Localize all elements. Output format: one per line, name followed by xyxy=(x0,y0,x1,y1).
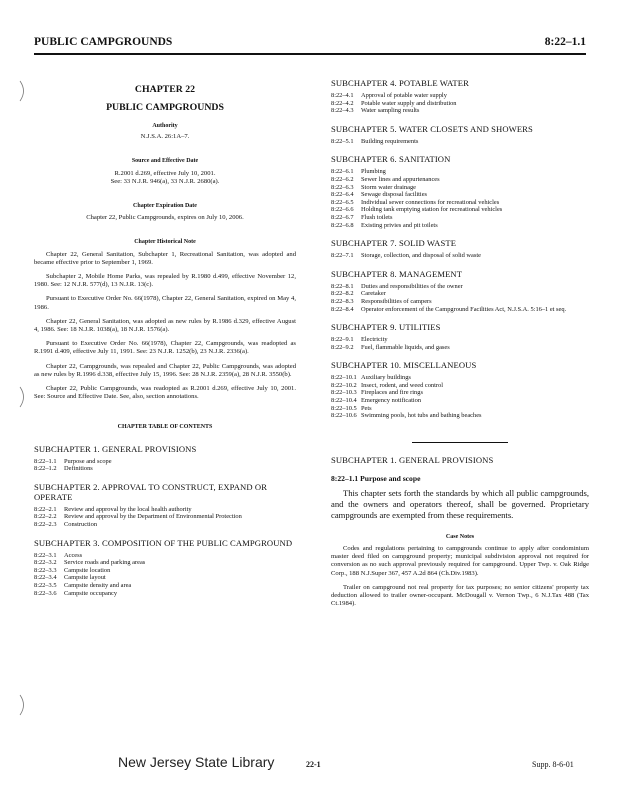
toc-entry[interactable] xyxy=(331,290,589,298)
toc-entry[interactable] xyxy=(331,382,589,390)
toc-section-number: 8:22–2.2 xyxy=(34,513,57,521)
toc-section-title: Review and approval by the local health authority xyxy=(64,505,192,513)
case-note-2: Trailer on campground not real property for tax purposes; no senior citizens' property tax deduction allowed to trailer owner-occupant. McDougall v. Vernon Twp., 6 N.J.Tax 488 (Tax Ct.1984). xyxy=(331,583,589,608)
toc-entry[interactable] xyxy=(34,574,296,582)
toc-subchapter xyxy=(34,444,296,473)
toc-section-title: Responsibilities of campers xyxy=(361,297,432,305)
toc-entry[interactable] xyxy=(331,222,589,230)
toc-section-title: Building requirements xyxy=(361,137,419,145)
toc-section-title: Electricity xyxy=(361,336,388,344)
toc-section-number: 8:22–9.2 xyxy=(331,343,354,351)
toc-subchapter xyxy=(331,269,589,313)
margin-punch-mark xyxy=(18,80,28,102)
toc-entry[interactable] xyxy=(34,458,296,466)
header-section: 8:22–1.1 xyxy=(544,36,586,48)
history-notes xyxy=(34,251,296,402)
expiration-text: Chapter 22, Public Campgrounds, expires on July 10, 2006. xyxy=(86,214,244,222)
toc-subchapter xyxy=(331,238,589,260)
toc-section-title: Plumbing xyxy=(361,168,386,176)
toc-entry[interactable] xyxy=(34,567,296,575)
toc-entry[interactable] xyxy=(331,283,589,291)
toc-section-title: Potable water supply and distribution xyxy=(361,99,457,107)
right-column xyxy=(331,78,589,608)
toc-entry[interactable] xyxy=(331,100,589,108)
toc-section-number: 8:22–4.1 xyxy=(331,92,354,99)
toc-entry[interactable] xyxy=(331,184,589,192)
subchapter-1-heading: SUBCHAPTER 1. GENERAL PROVISIONS xyxy=(331,454,494,465)
toc-section-title: Existing privies and pit toilets xyxy=(361,221,438,229)
toc-section-title: Campsite density and area xyxy=(64,582,132,590)
history-paragraph: Chapter 22, General Sanitation, was adopted as new rules by R.1986 d.329, effective August 4, 1986. See: 18 N.J.R. 1038(a), 18 N.J.R. 1576(a). xyxy=(34,317,296,334)
toc-section-number: 8:22–6.2 xyxy=(331,175,354,183)
toc-section-number: 8:22–1.1 xyxy=(34,457,57,465)
toc-section-title: Review and approval by the Department of Environmental Protection xyxy=(64,513,242,521)
toc-section-number: 8:22–7.1 xyxy=(331,252,354,260)
subchapter-heading: SUBCHAPTER 8. MANAGEMENT xyxy=(331,268,463,279)
toc-section-number: 8:22–9.1 xyxy=(331,336,354,344)
toc-section-title: Service roads and parking areas xyxy=(64,559,146,567)
toc-entry[interactable] xyxy=(34,513,296,521)
history-paragraph: Chapter 22, Public Campgrounds, was readopted as R.2001 d.269, effective July 10, 2001. See: Source and Effective Date. See, also, section annotations. xyxy=(34,385,296,401)
toc-section-number: 8:22–3.2 xyxy=(34,559,57,567)
toc-subchapter xyxy=(34,482,296,529)
toc-section-title: Emergency notification xyxy=(361,397,422,405)
toc-section-number: 8:22–3.1 xyxy=(34,551,57,559)
toc-section-title: Caretaker xyxy=(361,290,386,298)
history-heading: Chapter Historical Note xyxy=(134,239,196,246)
subchapter-heading: SUBCHAPTER 9. UTILITIES xyxy=(331,322,441,333)
toc-entry[interactable] xyxy=(331,168,589,176)
toc-entry[interactable] xyxy=(331,306,589,314)
toc-subchapter xyxy=(331,322,589,351)
toc-section-number: 8:22–3.4 xyxy=(34,574,57,582)
authority-heading: Authority xyxy=(152,123,178,129)
source-heading: Source and Effective Date xyxy=(131,158,199,165)
toc-entry[interactable] xyxy=(331,374,589,382)
toc-entry[interactable] xyxy=(331,92,589,100)
toc-entry[interactable] xyxy=(331,298,589,306)
toc-section-number: 8:22–5.1 xyxy=(331,137,354,145)
toc-section-number: 8:22–8.4 xyxy=(331,305,354,313)
section-text: This chapter sets forth the standards by which all public campgrounds, and the owners and operators thereof, shall be governed. Proprietary campgrounds are exempted from these requirements. xyxy=(331,487,589,520)
toc-entry[interactable] xyxy=(34,559,296,567)
subchapter-heading: SUBCHAPTER 5. WATER CLOSETS AND SHOWERS xyxy=(331,123,533,134)
toc-section-title: Pets xyxy=(361,404,372,412)
toc-section-title: Water sampling results xyxy=(361,107,420,115)
history-paragraph: Subchapter 2, Mobile Home Parks, was repealed by R.1980 d.499, effective November 12, 1980. See: 12 N.J.R. 577(d), 13 N.J.R. 13(c). xyxy=(34,273,296,289)
left-column xyxy=(34,78,296,597)
toc-entry[interactable] xyxy=(331,206,589,214)
subchapter-heading: SUBCHAPTER 4. POTABLE WATER xyxy=(331,78,469,88)
toc-entry[interactable] xyxy=(331,199,589,207)
toc-subchapter xyxy=(34,538,296,598)
toc-section-number: 8:22–6.1 xyxy=(331,168,354,176)
toc-section-title: Swimming pools, hot tubs and bathing beaches xyxy=(361,412,482,420)
subchapter-heading: SUBCHAPTER 10. MISCELLANEOUS xyxy=(331,360,477,371)
toc-section-title: Storm water drainage xyxy=(361,183,417,191)
toc-section-number: 8:22–8.1 xyxy=(331,282,354,290)
history-paragraph: Chapter 22, General Sanitation, Subchapter 1, Recreational Sanitation, was adopted and became effective prior to September 1, 1969. xyxy=(34,250,296,266)
chapter-number: CHAPTER 22 xyxy=(134,84,196,95)
toc-section-title: Definitions xyxy=(64,465,93,473)
supplement-date: Supp. 8-6-01 xyxy=(532,760,574,769)
toc-section-title: Holding tank emptying station for recreational vehicles xyxy=(361,206,503,214)
subchapter-heading: SUBCHAPTER 3. COMPOSITION OF THE PUBLIC CAMPGROUND xyxy=(34,537,293,548)
header-rule xyxy=(34,53,586,55)
toc-section-number: 8:22–10.5 xyxy=(331,404,357,412)
history-paragraph: Chapter 22, Campgrounds, was repealed and Chapter 22, Public Campgrounds, was adopted as new rules by R.1996 d.338, effective July 15, 1996. See: 28 N.J.R. 2359(a), 28 N.J.R. 3550(b). xyxy=(34,362,296,378)
chapter-title: PUBLIC CAMPGROUNDS xyxy=(106,102,224,113)
toc-entry[interactable] xyxy=(34,506,296,514)
history-paragraph: Pursuant to Executive Order No. 66(1978), Chapter 22, General Sanitation, expired on May 4, 1986. xyxy=(34,295,296,311)
toc-section-title: Construction xyxy=(64,521,98,529)
toc-heading: CHAPTER TABLE OF CONTENTS xyxy=(117,424,213,431)
toc-entry[interactable] xyxy=(34,582,296,590)
toc-section-number: 8:22–1.2 xyxy=(34,465,57,473)
toc-section-title: Operator enforcement of the Campground Facilities Act, N.J.S.A. 5:16–1 et seq. xyxy=(361,305,567,313)
running-header xyxy=(34,36,586,52)
toc-section-title: Approval of potable water supply xyxy=(361,92,447,99)
toc-section-title: Access xyxy=(64,551,83,559)
toc-section-number: 8:22–2.1 xyxy=(34,505,57,513)
toc-section-number: 8:22–4.3 xyxy=(331,107,354,115)
toc-section-title: Insect, rodent, and weed control xyxy=(361,381,443,389)
toc-section-number: 8:22–10.4 xyxy=(331,397,357,405)
toc-section-number: 8:22–8.3 xyxy=(331,297,354,305)
subchapter-heading: SUBCHAPTER 2. APPROVAL TO CONSTRUCT, EXPAND OR OPERATE xyxy=(34,481,268,502)
toc-subchapter xyxy=(331,78,589,115)
toc-entry[interactable] xyxy=(331,336,589,344)
toc-section-number: 8:22–6.8 xyxy=(331,221,354,229)
toc-entry[interactable] xyxy=(34,465,296,473)
source-line-2: See: 33 N.J.R. 946(a), 33 N.J.R. 2680(a). xyxy=(110,177,220,185)
margin-punch-mark xyxy=(18,694,28,716)
expiration-heading: Chapter Expiration Date xyxy=(133,203,197,210)
toc-section-title: Flush toilets xyxy=(361,213,393,221)
toc-section-title: Campsite location xyxy=(64,566,111,574)
toc-section-number: 8:22–10.3 xyxy=(331,389,357,397)
case-note-1: Codes and regulations pertaining to campgrounds continue to apply after condominium master deed filed on campground property; municipal subdivision approval not required for conversion as no such approval previously required for campground. Upper Twp. v. Oak Ridge Corp., 188 N.J.Super 367, 457 A.2d 864 (Ch.Div.1983). xyxy=(331,545,589,577)
toc-subchapter xyxy=(331,154,589,229)
authority-text: N.J.S.A. 26:1A–7. xyxy=(140,133,190,141)
toc-section-title: Individual sewer connections for recreational vehicles xyxy=(361,198,500,206)
page-number: 22-1 xyxy=(306,760,321,769)
toc-section-number: 8:22–3.3 xyxy=(34,566,57,574)
toc-entry[interactable] xyxy=(331,138,589,146)
toc-entry[interactable] xyxy=(331,214,589,222)
toc-section-number: 8:22–4.2 xyxy=(331,99,354,107)
toc-section-number: 8:22–10.6 xyxy=(331,412,357,420)
toc-section-number: 8:22–6.3 xyxy=(331,183,354,191)
case-notes-heading: Case Notes xyxy=(445,533,475,540)
toc-entry[interactable] xyxy=(331,176,589,184)
toc-entry[interactable] xyxy=(331,389,589,397)
toc-entry[interactable] xyxy=(331,191,589,199)
toc-entry[interactable] xyxy=(331,405,589,413)
toc-section-title: Campsite occupancy xyxy=(64,589,118,597)
toc-section-title: Campsite layout xyxy=(64,574,106,582)
toc-section-number: 8:22–10.1 xyxy=(331,374,357,382)
subchapter-heading: SUBCHAPTER 1. GENERAL PROVISIONS xyxy=(34,443,197,454)
source-line-1: R.2001 d.269, effective July 10, 2001. xyxy=(114,169,216,177)
toc-section-number: 8:22–6.7 xyxy=(331,213,354,221)
toc-entry[interactable] xyxy=(34,552,296,560)
toc-section-number: 8:22–6.6 xyxy=(331,206,354,214)
toc-section-number: 8:22–8.2 xyxy=(331,290,354,298)
toc-section-number: 8:22–6.5 xyxy=(331,198,354,206)
toc-entry[interactable] xyxy=(331,107,589,115)
toc-entry[interactable] xyxy=(331,412,589,420)
toc-subchapter xyxy=(331,124,589,146)
toc-section-title: Auxiliary buildings xyxy=(361,374,411,382)
right-toc xyxy=(331,78,589,420)
toc-section-title: Purpose and scope xyxy=(64,457,112,465)
toc-section-title: Sewer lines and appurtenances xyxy=(361,175,440,183)
toc-section-number: 8:22–3.5 xyxy=(34,582,57,590)
margin-punch-mark xyxy=(18,386,28,408)
toc-section-title: Storage, collection, and disposal of solid waste xyxy=(361,252,481,260)
toc-section-number: 8:22–3.6 xyxy=(34,589,57,597)
toc-subchapter xyxy=(331,360,589,420)
toc-section-title: Fireplaces and fire rings xyxy=(361,389,423,397)
toc-section-title: Sewage disposal facilities xyxy=(361,191,428,199)
header-title: PUBLIC CAMPGROUNDS xyxy=(34,36,173,48)
toc-section-number: 8:22–2.3 xyxy=(34,521,57,529)
toc-entry[interactable] xyxy=(331,252,589,260)
toc-entry[interactable] xyxy=(34,590,296,598)
toc-entry[interactable] xyxy=(331,397,589,405)
section-divider xyxy=(412,442,508,443)
section-heading: 8:22–1.1 Purpose and scope xyxy=(331,473,421,483)
left-toc xyxy=(34,444,296,598)
subchapter-heading: SUBCHAPTER 6. SANITATION xyxy=(331,154,451,165)
toc-section-number: 8:22–10.2 xyxy=(331,381,357,389)
subchapter-heading: SUBCHAPTER 7. SOLID WASTE xyxy=(331,238,457,249)
toc-section-title: Fuel, flammable liquids, and gases xyxy=(361,343,450,351)
toc-entry[interactable] xyxy=(34,521,296,529)
history-paragraph: Pursuant to Executive Order No. 66(1978), Chapter 22, Campgrounds, was readopted as R.1991 d.409, effective July 11, 1991. See: 23 N.J.R. 1252(b), 23 N.J.R. 2336(a). xyxy=(34,340,296,356)
toc-section-title: Duties and responsibilities of the owner xyxy=(361,282,463,290)
toc-section-number: 8:22–6.4 xyxy=(331,191,354,199)
library-stamp: New Jersey State Library xyxy=(118,754,275,770)
toc-entry[interactable] xyxy=(331,344,589,352)
